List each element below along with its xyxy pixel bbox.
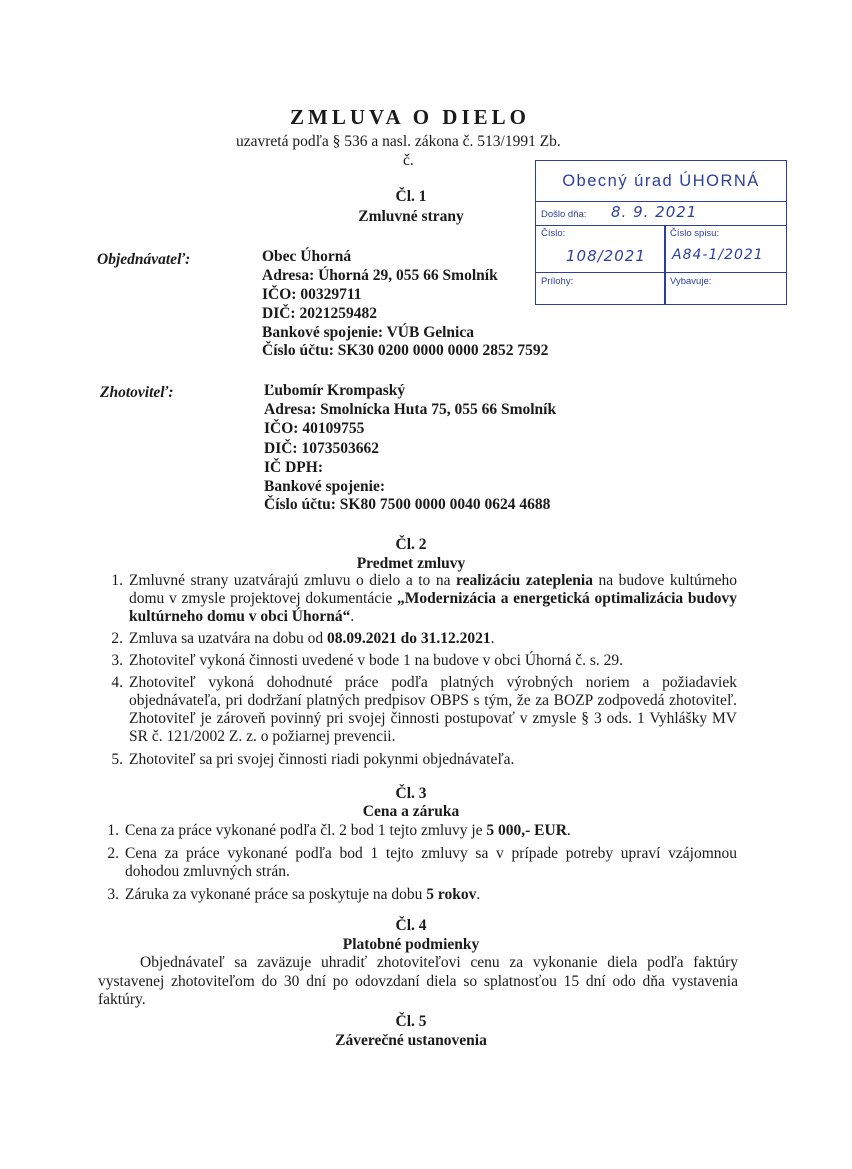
client-address: Adresa: Úhorná 29, 055 66 Smolník [262,267,498,284]
list-item: 2. Cena za práce vykonané podľa bod 1 tejto zmluvy sa v prípade potreby upraví vzájomnou dohodou zmluvných strán. [107,845,737,880]
article-3-number: Čl. 3 [395,785,427,802]
article-4-number: Čl. 4 [395,917,427,934]
list-item: 3. Záruka za vykonané práce sa poskytuje na dobu 5 rokov. [107,886,481,903]
document-subtitle: uzavretá podľa § 536 a nasl. zákona č. 513/1991 Zb. [236,133,561,150]
list-item: 2. Zmluva sa uzatvára na dobu od 08.09.2021 do 31.12.2021. [111,630,495,647]
stamp-file-number-value: A84-1/2021 [672,247,764,263]
article-1-number: Čl. 1 [395,188,427,205]
list-item: 3. Zhotoviteľ vykoná činnosti uvedené v bode 1 na budove v obci Úhorná č. s. 29. [111,652,624,669]
contractor-bank: Bankové spojenie: [264,478,385,495]
registry-stamp [535,160,787,305]
article-2-heading: Predmet zmluvy [356,555,466,572]
contractor-dic: DIČ: 1073503662 [264,440,379,457]
stamp-received-label: Došlo dňa: [541,209,587,220]
client-bank: Bankové spojenie: VÚB Gelnica [262,324,474,341]
list-item: 4. Zhotoviteľ vykoná dohodnuté práce podľa platných výrobných noriem a požiadaviek objednávateľa, pri dodržaní platných predpisov OBPS s tým, že za BOZP zodpovedá zhotoviteľ. Zhotoviteľ je zároveň povinný pri svojej činnosti postupovať v zmysle § 3 ods. 1 Vyhlášky MV SR č. 121/2002 Z. z. o požiarnej prevencii. [111,674,737,745]
document-number-label: č. [403,152,414,169]
article-4-text: Objednávateľ sa zaväzuje uhradiť zhotoviteľovi cenu za vykonanie diela podľa faktúry vystavenej zhotoviteľom do 30 dní po odovzdaní diela so splatnosťou 15 dní odo dňa vystavenia faktúry. [98,954,738,1008]
stamp-received-value: 8. 9. 2021 [611,203,698,221]
document-title: ZMLUVA O DIELO [290,105,530,129]
client-ico: IČO: 00329711 [262,286,362,303]
contractor-address: Adresa: Smolnícka Huta 75, 055 66 Smolník [264,401,557,418]
client-account: Číslo účtu: SK30 0200 0000 0000 2852 7592 [262,342,549,359]
contractor-account: Číslo účtu: SK80 7500 0000 0040 0624 4688 [264,496,551,513]
list-item: 5. Zhotoviteľ sa pri svojej činnosti riadi pokynmi objednávateľa. [111,751,515,768]
stamp-number-label: Číslo: [541,228,566,239]
article-3-heading: Cena a záruka [362,803,460,820]
article-1-heading: Zmluvné strany [358,208,464,225]
list-item: 1. Cena za práce vykonané podľa čl. 2 bod 1 tejto zmluvy je 5 000,- EUR. [107,822,571,839]
stamp-number-value: 108/2021 [566,247,646,265]
client-label: Objednávateľ: [97,251,191,268]
stamp-file-number-label: Číslo spisu: [670,228,720,239]
article-4-heading: Platobné podmienky [342,936,480,953]
contractor-ic-dph: IČ DPH: [264,459,323,476]
article-3-list [97,822,737,904]
contractor-label: Zhotoviteľ: [100,384,174,401]
list-item: 1. Zmluvné strany uzatvárajú zmluvu o dielo a to na realizáciu zateplenia na budove kultúrneho domu v zmysle projektovej dokumentácie „Modernizácia a energetická optimalizácia budovy kultúrneho domu v obci Úhorná“. [111,572,737,625]
article-2-number: Čl. 2 [395,536,427,553]
contractor-name: Ľubomír Krompaský [264,382,406,399]
client-dic: DIČ: 2021259482 [262,305,377,322]
contractor-ico: IČO: 40109755 [264,420,365,437]
article-5-heading: Záverečné ustanovenia [335,1032,487,1049]
article-5-number: Čl. 5 [395,1013,427,1030]
stamp-office-name: Obecný úrad ÚHORNÁ [536,161,786,202]
stamp-attachments-label: Prílohy: [541,276,574,287]
article-2-list [101,572,737,769]
stamp-handler-label: Vybavuje: [670,276,712,287]
client-name: Obec Úhorná [262,248,352,265]
